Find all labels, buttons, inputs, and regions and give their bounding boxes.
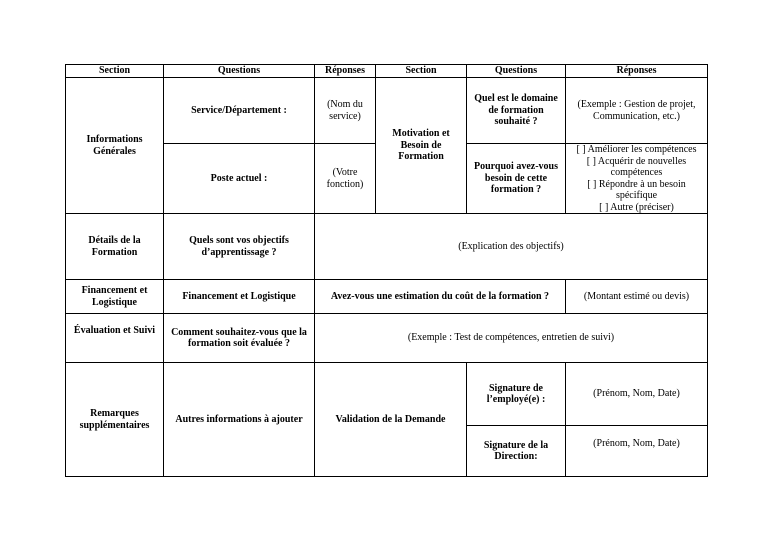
validation-demande: Validation de la Demande [315,363,467,477]
header-questions-1: Questions [164,65,315,78]
question-poste: Poste actuel : [164,144,315,214]
header-row [66,65,708,78]
question-domaine: Quel est le domaine de formation souhaité ? [467,78,566,144]
header-answers-2: Réponses [566,65,708,78]
header-answers-1: Réponses [315,65,376,78]
answer-evaluation-field[interactable]: (Exemple : Test de compétences, entretien de suivi) [315,314,708,363]
section-evaluation: Évaluation et Suivi [66,314,164,363]
section-financement: Financement et Logistique [66,280,164,314]
signature-employe-field[interactable]: (Prénom, Nom, Date) [566,363,708,426]
question-evaluation: Comment souhaitez-vous que la formation soit évaluée ? [164,314,315,363]
signature-employe-label: Signature de l’employé(e) : [467,363,566,426]
answer-objectifs-field[interactable]: (Explication des objectifs) [315,214,708,280]
section-informations-generales: Informations Générales [66,78,164,214]
answer-domaine-field[interactable]: (Exemple : Gestion de projet, Communication, etc.) [566,78,708,144]
section-motivation: Motivation et Besoin de Formation [376,78,467,214]
section-remarques: Remarques supplémentaires [66,363,164,477]
question-estimation-cout: Avez-vous une estimation du coût de la formation ? [315,280,566,314]
question-autres-informations[interactable]: Autres informations à ajouter [164,363,315,477]
header-section-2: Section [376,65,467,78]
form-table [65,64,708,477]
remarques-row-1 [66,363,708,426]
evaluation-row [66,314,708,363]
question-service: Service/Département : [164,78,315,144]
question-pourquoi: Pourquoi avez-vous besoin de cette formation ? [467,144,566,214]
info-row-1 [66,78,708,144]
financement-row [66,280,708,314]
question-financement: Financement et Logistique [164,280,315,314]
checkbox-option-acquerir[interactable]: [ ] Acquérir de nouvelles compétences [586,155,687,178]
signature-direction-field[interactable]: (Prénom, Nom, Date) [566,426,708,477]
question-objectifs: Quels sont vos objectifs d’apprentissage ? [164,214,315,280]
header-section-1: Section [66,65,164,78]
signature-direction-label: Signature de la Direction: [467,426,566,477]
answer-poste-field[interactable]: (Votre fonction) [315,144,376,214]
header-questions-2: Questions [467,65,566,78]
answer-service-field[interactable]: (Nom du service) [315,78,376,144]
section-details-formation: Détails de la Formation [66,214,164,280]
answer-cout-field[interactable]: (Montant estimé ou devis) [566,280,708,314]
training-request-form [65,64,707,477]
answer-pourquoi-options [566,144,708,214]
checkbox-option-ameliorer[interactable]: [ ] Améliorer les compétences [576,144,697,155]
details-row [66,214,708,280]
checkbox-option-autre[interactable]: [ ] Autre (préciser) [599,201,674,213]
checkbox-option-besoin[interactable]: [ ] Répondre à un besoin spécifique [587,178,686,201]
